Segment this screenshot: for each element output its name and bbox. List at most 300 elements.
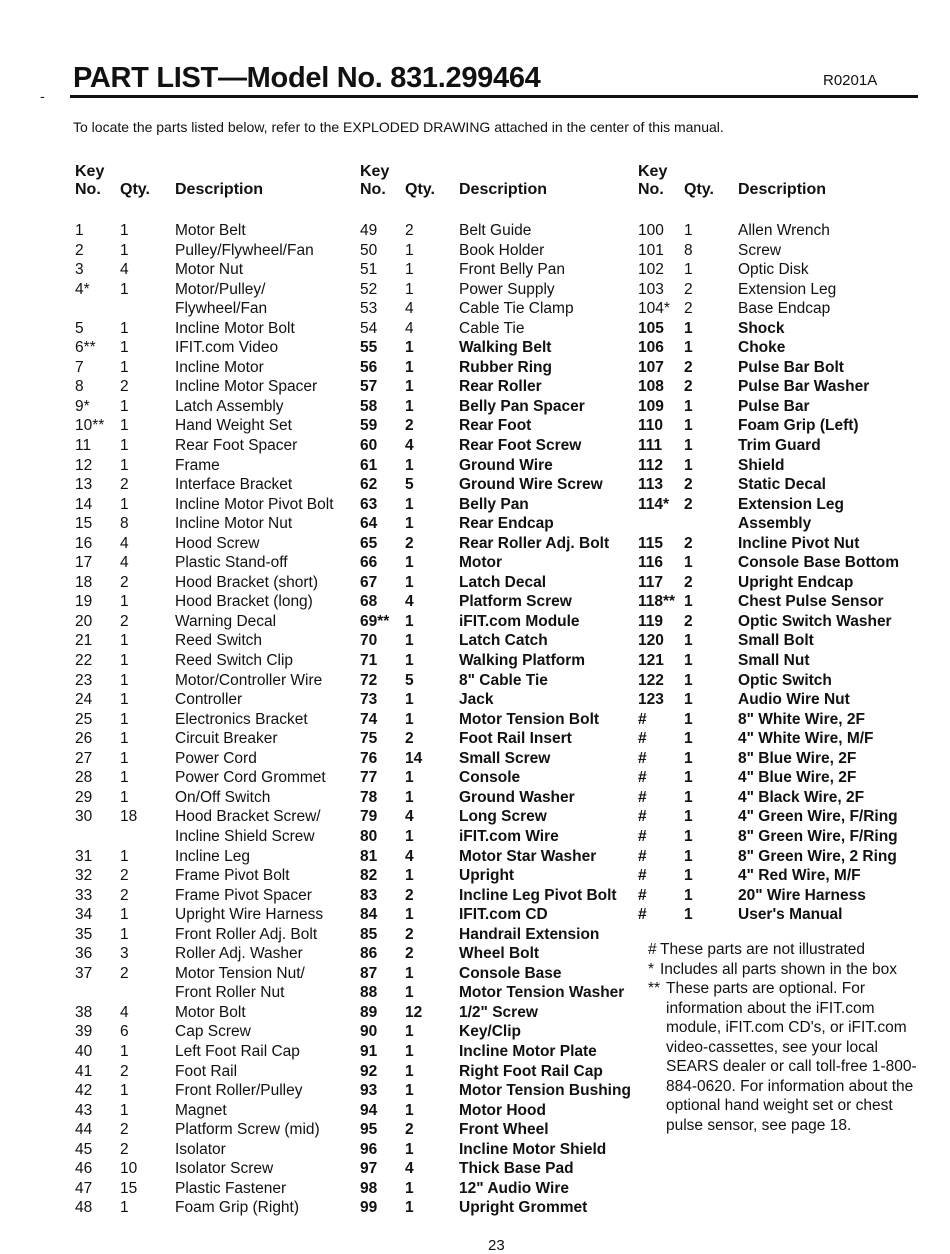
part-key: 105 bbox=[638, 319, 664, 337]
part-description: Hood Screw bbox=[175, 534, 260, 552]
part-key: 6** bbox=[75, 339, 96, 357]
part-description: Cable Tie Clamp bbox=[459, 300, 574, 318]
part-key: 12 bbox=[75, 456, 93, 474]
description-header: Description bbox=[459, 181, 548, 198]
part-key: 69** bbox=[360, 612, 390, 630]
part-key: 70 bbox=[360, 632, 378, 650]
part-qty: 1 bbox=[120, 847, 129, 865]
part-description: Motor Star Washer bbox=[459, 847, 597, 865]
part-key: 49 bbox=[360, 222, 378, 239]
part-qty: 1 bbox=[120, 339, 129, 357]
part-qty: 2 bbox=[684, 358, 693, 376]
part-key: 76 bbox=[360, 749, 378, 767]
part-qty: 1 bbox=[120, 691, 129, 709]
part-key: 26 bbox=[75, 730, 93, 748]
part-key: 86 bbox=[360, 945, 378, 963]
qty-header: Qty. bbox=[405, 181, 435, 198]
part-key: 56 bbox=[360, 358, 378, 376]
part-key: 65 bbox=[360, 534, 378, 552]
part-description: Motor Tension Nut/ bbox=[175, 964, 305, 982]
part-qty: 1 bbox=[684, 749, 693, 767]
part-qty: 1 bbox=[120, 1199, 129, 1217]
part-qty: 1 bbox=[405, 573, 414, 591]
part-description: Electronics Bracket bbox=[175, 710, 308, 728]
part-qty: 2 bbox=[120, 886, 129, 904]
part-description: 4" Red Wire, M/F bbox=[738, 867, 861, 885]
part-key: 108 bbox=[638, 378, 664, 396]
part-qty: 2 bbox=[684, 495, 693, 513]
part-qty: 2 bbox=[120, 1062, 129, 1080]
part-key: # bbox=[638, 710, 647, 728]
part-qty: 1 bbox=[120, 495, 129, 513]
part-key: 91 bbox=[360, 1042, 378, 1060]
part-key: 81 bbox=[360, 847, 378, 865]
part-key: 51 bbox=[360, 261, 378, 279]
part-key: 66 bbox=[360, 554, 378, 572]
part-description: Interface Bracket bbox=[175, 476, 293, 494]
part-key: 114* bbox=[638, 495, 670, 513]
part-qty: 2 bbox=[684, 476, 693, 494]
part-description: Flywheel/Fan bbox=[175, 300, 268, 318]
part-description: Small Bolt bbox=[738, 632, 814, 650]
part-key: 99 bbox=[360, 1199, 378, 1217]
part-description: 8" Blue Wire, 2F bbox=[738, 749, 857, 767]
part-key: 77 bbox=[360, 769, 378, 787]
part-description: Allen Wrench bbox=[738, 222, 830, 239]
part-description: 4" Blue Wire, 2F bbox=[738, 769, 857, 787]
part-qty: 1 bbox=[405, 1023, 414, 1041]
part-description: Rear Endcap bbox=[459, 515, 554, 533]
part-key: 100 bbox=[638, 222, 664, 239]
part-qty: 1 bbox=[684, 710, 693, 728]
part-description: Static Decal bbox=[738, 476, 826, 494]
footnotes bbox=[648, 940, 923, 1135]
part-qty: 1 bbox=[405, 788, 414, 806]
part-qty: 2 bbox=[405, 886, 414, 904]
part-description: Incline Motor Bolt bbox=[175, 319, 295, 337]
part-description: Front Roller Nut bbox=[175, 984, 285, 1002]
part-key: 40 bbox=[75, 1042, 93, 1060]
part-qty: 14 bbox=[405, 749, 423, 767]
part-qty: 1 bbox=[684, 691, 693, 709]
part-qty: 1 bbox=[684, 906, 693, 924]
part-key: # bbox=[638, 847, 647, 865]
part-qty: 1 bbox=[120, 788, 129, 806]
intro-text: To locate the parts listed below, refer to the EXPLODED DRAWING attached in the center of this manual. bbox=[73, 119, 724, 135]
part-description: Motor Nut bbox=[175, 261, 244, 279]
part-qty: 15 bbox=[120, 1179, 138, 1197]
part-qty: 1 bbox=[120, 749, 129, 767]
part-qty: 2 bbox=[405, 1121, 414, 1139]
part-qty: 1 bbox=[684, 261, 693, 279]
part-key: 111 bbox=[638, 437, 663, 455]
part-qty: 1 bbox=[405, 261, 414, 279]
part-key: 11 bbox=[75, 437, 92, 455]
part-qty: 1 bbox=[405, 495, 414, 513]
part-description: Upright Wire Harness bbox=[175, 906, 324, 924]
qty-header: Qty. bbox=[120, 181, 150, 198]
part-key: 43 bbox=[75, 1101, 93, 1119]
part-qty: 2 bbox=[405, 534, 414, 552]
part-qty: 1 bbox=[684, 867, 693, 885]
part-key: # bbox=[638, 906, 647, 924]
part-qty: 1 bbox=[405, 867, 414, 885]
part-description: 4" White Wire, M/F bbox=[738, 730, 874, 748]
part-description: Ground Wire bbox=[459, 456, 553, 474]
part-qty: 2 bbox=[120, 573, 129, 591]
part-key: 115 bbox=[638, 534, 664, 552]
part-description: Pulse Bar Bolt bbox=[738, 358, 844, 376]
footnote bbox=[648, 960, 923, 980]
part-qty: 1 bbox=[120, 652, 129, 670]
part-description: 1/2" Screw bbox=[459, 1003, 538, 1021]
part-description: Foam Grip (Left) bbox=[738, 417, 859, 435]
part-qty: 1 bbox=[405, 358, 414, 376]
part-key: 80 bbox=[360, 827, 378, 845]
part-qty: 4 bbox=[405, 593, 414, 611]
part-qty: 1 bbox=[684, 827, 693, 845]
part-qty: 1 bbox=[684, 671, 693, 689]
part-qty: 1 bbox=[684, 456, 693, 474]
part-key: 9* bbox=[75, 397, 90, 415]
part-qty: 1 bbox=[684, 222, 693, 239]
part-description: IFIT.com CD bbox=[459, 906, 548, 924]
part-key: 67 bbox=[360, 573, 378, 591]
part-qty: 1 bbox=[405, 397, 414, 415]
part-key: 83 bbox=[360, 886, 378, 904]
part-key: 62 bbox=[360, 476, 378, 494]
part-description: Jack bbox=[459, 691, 494, 709]
part-key: 116 bbox=[638, 554, 664, 572]
part-description: Incline Leg bbox=[175, 847, 250, 865]
part-key: 38 bbox=[75, 1003, 93, 1021]
key-no-header: No. bbox=[75, 181, 101, 198]
part-key: 53 bbox=[360, 300, 378, 318]
part-key: 27 bbox=[75, 749, 93, 767]
part-key: 10** bbox=[75, 417, 105, 435]
part-key: 60 bbox=[360, 437, 378, 455]
part-key: 98 bbox=[360, 1179, 378, 1197]
part-qty: 2 bbox=[405, 730, 414, 748]
part-qty: 1 bbox=[684, 593, 693, 611]
part-qty: 1 bbox=[405, 1199, 414, 1217]
part-key: 7 bbox=[75, 358, 84, 376]
part-qty: 2 bbox=[684, 280, 693, 298]
part-qty: 1 bbox=[684, 437, 693, 455]
part-description: Key/Clip bbox=[459, 1023, 522, 1041]
part-key: 39 bbox=[75, 1023, 93, 1041]
part-qty: 2 bbox=[120, 612, 129, 630]
part-qty: 1 bbox=[120, 671, 129, 689]
margin-mark: - bbox=[40, 88, 45, 104]
part-qty: 1 bbox=[120, 241, 129, 259]
part-qty: 1 bbox=[120, 1082, 129, 1100]
part-description: Frame Pivot Bolt bbox=[175, 867, 290, 885]
part-qty: 1 bbox=[405, 964, 414, 982]
part-description: Latch Assembly bbox=[175, 397, 284, 415]
key-header: Key bbox=[75, 163, 105, 180]
part-key: 68 bbox=[360, 593, 378, 611]
part-description: Assembly bbox=[738, 515, 812, 533]
part-key: 54 bbox=[360, 319, 378, 337]
part-description: Belly Pan bbox=[459, 495, 529, 513]
part-key: 107 bbox=[638, 358, 664, 376]
part-description: Motor Tension Bolt bbox=[459, 710, 600, 728]
key-no-header: No. bbox=[360, 181, 386, 198]
part-key: 41 bbox=[75, 1062, 93, 1080]
part-key: 106 bbox=[638, 339, 664, 357]
part-description: Platform Screw bbox=[459, 593, 572, 611]
part-qty: 1 bbox=[405, 906, 414, 924]
part-qty: 1 bbox=[405, 280, 414, 298]
part-key: 22 bbox=[75, 652, 93, 670]
part-qty: 2 bbox=[405, 925, 414, 943]
part-key: 101 bbox=[638, 241, 664, 259]
part-description: Isolator Screw bbox=[175, 1160, 274, 1178]
part-qty: 1 bbox=[684, 319, 693, 337]
part-description: Motor/Pulley/ bbox=[175, 280, 266, 298]
part-key: 73 bbox=[360, 691, 378, 709]
part-key: 13 bbox=[75, 476, 93, 494]
part-qty: 1 bbox=[684, 730, 693, 748]
part-description: Latch Decal bbox=[459, 573, 547, 591]
part-key: 121 bbox=[638, 652, 664, 670]
part-key: 8 bbox=[75, 378, 84, 396]
part-description: Latch Catch bbox=[459, 632, 548, 650]
title-rule bbox=[70, 95, 918, 98]
part-description: 8" Green Wire, 2 Ring bbox=[738, 847, 897, 865]
part-key: # bbox=[638, 827, 647, 845]
part-description: Incline Pivot Nut bbox=[738, 534, 860, 552]
part-key: 18 bbox=[75, 573, 93, 591]
part-key: 3 bbox=[75, 261, 84, 279]
part-description: Optic Disk bbox=[738, 261, 809, 279]
part-description: Incline Motor Shield bbox=[459, 1140, 607, 1158]
qty-header: Qty. bbox=[684, 181, 714, 198]
part-qty: 2 bbox=[684, 378, 693, 396]
part-description: Magnet bbox=[175, 1101, 227, 1119]
part-description: iFIT.com Wire bbox=[459, 827, 559, 845]
part-qty: 1 bbox=[405, 241, 414, 259]
part-description: Rear Roller bbox=[459, 378, 542, 396]
part-key: 57 bbox=[360, 378, 378, 396]
part-qty: 1 bbox=[120, 358, 129, 376]
part-key: 46 bbox=[75, 1160, 93, 1178]
part-description: Motor Bolt bbox=[175, 1003, 246, 1021]
part-qty: 2 bbox=[405, 945, 414, 963]
part-description: Rear Roller Adj. Bolt bbox=[459, 534, 610, 552]
part-qty: 1 bbox=[405, 652, 414, 670]
part-qty: 1 bbox=[120, 632, 129, 650]
part-qty: 2 bbox=[405, 222, 414, 239]
part-key: 123 bbox=[638, 691, 664, 709]
document-code: R0201A bbox=[823, 72, 878, 89]
part-qty: 1 bbox=[120, 417, 129, 435]
part-description: Belt Guide bbox=[459, 222, 532, 239]
part-qty: 10 bbox=[120, 1160, 138, 1178]
part-qty: 1 bbox=[684, 554, 693, 572]
part-description: Rear Foot Screw bbox=[459, 437, 582, 455]
part-qty: 2 bbox=[684, 534, 693, 552]
part-qty: 1 bbox=[405, 1062, 414, 1080]
part-description: 8" Cable Tie bbox=[459, 671, 548, 689]
part-key: # bbox=[638, 886, 647, 904]
part-key: 33 bbox=[75, 886, 93, 904]
part-key: 44 bbox=[75, 1121, 93, 1139]
part-description: Reed Switch bbox=[175, 632, 263, 650]
part-key: 52 bbox=[360, 280, 378, 298]
part-qty: 1 bbox=[120, 1101, 129, 1119]
part-key: 84 bbox=[360, 906, 378, 924]
part-key: # bbox=[638, 788, 647, 806]
part-qty: 1 bbox=[120, 456, 129, 474]
part-qty: 1 bbox=[120, 1042, 129, 1060]
part-qty: 1 bbox=[684, 788, 693, 806]
key-no-header: No. bbox=[638, 181, 664, 198]
part-qty: 1 bbox=[405, 1179, 414, 1197]
part-description: Optic Switch Washer bbox=[738, 612, 892, 630]
part-qty: 4 bbox=[405, 437, 414, 455]
part-qty: 1 bbox=[684, 417, 693, 435]
page-number: 23 bbox=[488, 1237, 505, 1254]
part-qty: 1 bbox=[405, 339, 414, 357]
part-key: 90 bbox=[360, 1023, 378, 1041]
part-key: 2 bbox=[75, 241, 84, 259]
part-description: Roller Adj. Washer bbox=[175, 945, 303, 963]
part-description: 4" Black Wire, 2F bbox=[738, 788, 865, 806]
part-key: 55 bbox=[360, 339, 378, 357]
part-key: 61 bbox=[360, 456, 378, 474]
part-key: 72 bbox=[360, 671, 378, 689]
part-key: 95 bbox=[360, 1121, 378, 1139]
part-key: 88 bbox=[360, 984, 378, 1002]
part-qty: 1 bbox=[405, 1042, 414, 1060]
part-description: Console Base bbox=[459, 964, 562, 982]
part-qty: 1 bbox=[405, 769, 414, 787]
footnote bbox=[648, 979, 923, 1135]
part-description: Right Foot Rail Cap bbox=[459, 1062, 603, 1080]
part-qty: 6 bbox=[120, 1023, 129, 1041]
footnote-text: These parts are optional. For information about the iFIT.com module, iFIT.com CD's, or iFIT.com video-cassettes, see your local SEARS dealer or call toll-free 1-800-884-0620. For information about the optional hand weight set or chest pulse sensor, see page 18. bbox=[666, 980, 917, 1134]
part-description: Front Roller Adj. Bolt bbox=[175, 925, 318, 943]
part-key: 34 bbox=[75, 906, 93, 924]
footnote-mark: ** bbox=[648, 980, 661, 998]
part-qty: 3 bbox=[120, 945, 129, 963]
part-qty: 1 bbox=[120, 437, 129, 455]
part-description: Reed Switch Clip bbox=[175, 652, 294, 670]
part-key: 94 bbox=[360, 1101, 378, 1119]
part-qty: 1 bbox=[120, 319, 129, 337]
part-description: 12" Audio Wire bbox=[459, 1179, 569, 1197]
part-qty: 1 bbox=[684, 769, 693, 787]
part-qty: 1 bbox=[405, 1140, 414, 1158]
part-description: Optic Switch bbox=[738, 671, 832, 689]
part-description: Rear Foot bbox=[459, 417, 532, 435]
part-description: Rubber Ring bbox=[459, 358, 552, 376]
part-key: 87 bbox=[360, 964, 378, 982]
part-qty: 2 bbox=[120, 1140, 129, 1158]
part-qty: 12 bbox=[405, 1003, 423, 1021]
part-key: 122 bbox=[638, 671, 664, 689]
part-qty: 4 bbox=[405, 300, 414, 318]
part-qty: 1 bbox=[120, 730, 129, 748]
part-key: 35 bbox=[75, 925, 93, 943]
part-qty: 1 bbox=[405, 456, 414, 474]
part-qty: 1 bbox=[684, 886, 693, 904]
part-key: 104* bbox=[638, 300, 670, 318]
part-key: 79 bbox=[360, 808, 378, 826]
part-description: Trim Guard bbox=[738, 437, 821, 455]
part-qty: 4 bbox=[405, 1160, 414, 1178]
part-key: 21 bbox=[75, 632, 93, 650]
part-key: 112 bbox=[638, 456, 664, 474]
part-key: 42 bbox=[75, 1082, 93, 1100]
part-description: Walking Belt bbox=[459, 339, 552, 357]
part-key: # bbox=[638, 749, 647, 767]
part-key: # bbox=[638, 769, 647, 787]
part-qty: 1 bbox=[684, 847, 693, 865]
part-description: Console Base Bottom bbox=[738, 554, 900, 572]
part-description: Pulse Bar Washer bbox=[738, 378, 870, 396]
part-description: Motor/Controller Wire bbox=[175, 671, 323, 689]
part-description: Rear Foot Spacer bbox=[175, 437, 298, 455]
part-key: 32 bbox=[75, 867, 93, 885]
part-key: 47 bbox=[75, 1179, 93, 1197]
part-description: Hood Bracket (short) bbox=[175, 573, 318, 591]
part-description: Power Cord Grommet bbox=[175, 769, 326, 787]
part-description: Foot Rail Insert bbox=[459, 730, 572, 748]
part-key: 113 bbox=[638, 476, 664, 494]
part-key: 36 bbox=[75, 945, 93, 963]
part-key: 119 bbox=[638, 612, 664, 630]
part-key: 20 bbox=[75, 612, 93, 630]
part-description: Isolator bbox=[175, 1140, 226, 1158]
part-description: Belly Pan Spacer bbox=[459, 397, 585, 415]
part-description: Incline Motor Spacer bbox=[175, 378, 318, 396]
part-description: Motor Hood bbox=[459, 1101, 546, 1119]
part-key: 31 bbox=[75, 847, 93, 865]
part-qty: 2 bbox=[120, 964, 129, 982]
part-key: 74 bbox=[360, 710, 378, 728]
part-qty: 2 bbox=[120, 476, 129, 494]
part-qty: 1 bbox=[405, 515, 414, 533]
part-key: 71 bbox=[360, 652, 378, 670]
footnote-text: These parts are not illustrated bbox=[660, 941, 866, 958]
part-key: 45 bbox=[75, 1140, 93, 1158]
part-qty: 1 bbox=[120, 397, 129, 415]
part-description: Small Nut bbox=[738, 652, 810, 670]
part-description: Book Holder bbox=[459, 241, 545, 259]
part-key: 50 bbox=[360, 241, 378, 259]
part-key: 93 bbox=[360, 1082, 378, 1100]
part-description: User's Manual bbox=[738, 906, 843, 924]
part-key: 75 bbox=[360, 730, 378, 748]
part-qty: 1 bbox=[120, 769, 129, 787]
part-qty: 1 bbox=[405, 1101, 414, 1119]
part-description: Handrail Extension bbox=[459, 925, 600, 943]
part-description: On/Off Switch bbox=[175, 788, 271, 806]
part-key: 30 bbox=[75, 808, 93, 826]
part-description: Long Screw bbox=[459, 808, 547, 826]
footnote-mark: # bbox=[648, 941, 657, 958]
part-description: Cable Tie bbox=[459, 319, 525, 337]
part-description: Screw bbox=[738, 241, 782, 259]
part-description: Left Foot Rail Cap bbox=[175, 1042, 300, 1060]
part-description: Hood Bracket (long) bbox=[175, 593, 313, 611]
part-description: Front Belly Pan bbox=[459, 261, 565, 279]
part-description: Base Endcap bbox=[738, 300, 831, 318]
part-key: 5 bbox=[75, 319, 84, 337]
